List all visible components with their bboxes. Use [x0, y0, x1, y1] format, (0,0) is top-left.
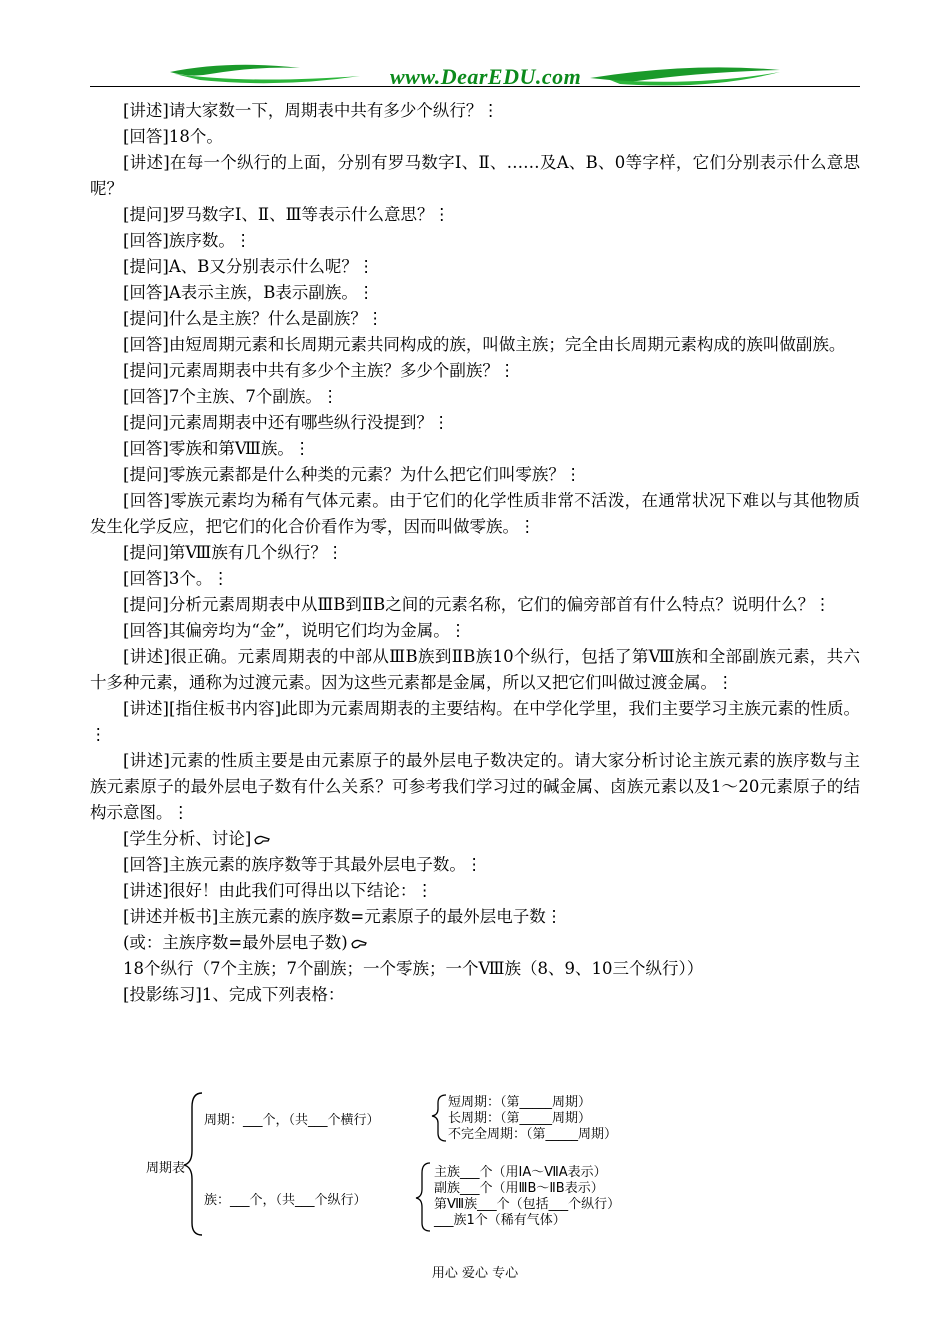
paragraph: [提问]罗马数字Ⅰ、Ⅱ、Ⅲ等表示什么意思？⋮: [123, 205, 451, 224]
paragraph: [提问]元素周期表中还有哪些纵行没提到？⋮: [123, 413, 450, 432]
group-label: 族：___个，（共___个纵行）: [204, 1193, 367, 1208]
paragraph: [提问]分析元素周期表中从ⅢB到ⅡB之间的元素名称，它们的偏旁部首有什么特点？说明什么？⋮: [123, 595, 831, 614]
paragraph: [回答]零族和第Ⅷ族。⋮: [123, 439, 311, 458]
paragraph-with-icon: [90, 826, 860, 852]
sub-group-label: 副族___个（用ⅢB～ⅡB表示）: [434, 1181, 604, 1196]
paragraph: [回答]3个。⋮: [123, 569, 229, 588]
paragraph: [回答]主族元素的族序数等于其最外层电子数。⋮: [123, 855, 483, 874]
long-period-label: 长周期：（第_____周期）: [448, 1111, 592, 1126]
hand-pointer-icon: [351, 938, 367, 950]
paragraph: [回答]7个主族、7个副族。⋮: [123, 387, 339, 406]
periodic-table-structure-diagram: [140, 1085, 700, 1245]
incomplete-period-label: 不完全周期：（第_____周期）: [448, 1127, 618, 1142]
site-header: [90, 58, 860, 94]
paragraph: [回答]零族元素均为稀有气体元素。由于它们的化学性质非常不活泼，在通常状况下难以与其他物质发生化学反应，把它们的化合价看作为零，因而叫做零族。⋮: [90, 491, 860, 536]
paragraph-text: [学生分析、讨论]: [123, 829, 252, 848]
paragraph: [提问]零族元素都是什么种类的元素？为什么把它们叫零族？⋮: [123, 465, 582, 484]
paragraph: [回答]18个。: [123, 127, 223, 146]
paragraph: [提问]第Ⅷ族有几个纵行？⋮: [123, 543, 344, 562]
paragraph: 18个纵行（7个主族；7个副族；一个零族；一个Ⅷ族（8、9、10三个纵行））: [123, 959, 704, 978]
hand-pointer-icon: [254, 834, 270, 846]
period-label: 周期：___个，（共___个横行）: [204, 1113, 380, 1128]
paragraph: [讲述]很好！由此我们可得出以下结论：⋮: [123, 881, 433, 900]
root-label: 周期表: [146, 1161, 186, 1176]
site-logo[interactable]: www.DearEDU.com: [390, 64, 582, 89]
paragraph: [讲述][指住板书内容]此即为元素周期表的主要结构。在中学化学里，我们主要学习主族元素的性质。⋮: [90, 699, 860, 744]
paragraph: [投影练习]1、完成下列表格：: [123, 985, 345, 1004]
document-body: [90, 98, 860, 1008]
page-footer: 用心 爱心 专心: [431, 1266, 519, 1281]
paragraph-text: (或：主族序数=最外层电子数): [123, 933, 348, 952]
paragraph: [回答]族序数。⋮: [123, 231, 252, 250]
main-group-label: 主族___个（用ⅠA～ⅦA表示）: [434, 1165, 607, 1180]
paragraph-with-icon: [90, 930, 860, 956]
paragraph: [提问]元素周期表中共有多少个主族？多少个副族？⋮: [123, 361, 516, 380]
group-eight-label: 第Ⅷ族___个（包括___个纵行）: [434, 1197, 621, 1212]
header-rule: [90, 86, 860, 87]
paragraph: [讲述]元素的性质主要是由元素原子的最外层电子数决定的。请大家分析讨论主族元素的族序数与主族元素原子的最外层电子数有什么关系？可参考我们学习过的碱金属、卤族元素以及1～20元素原子的结构示意图。⋮: [90, 751, 860, 822]
paragraph: [讲述]在每一个纵行的上面，分别有罗马数字Ⅰ、Ⅱ、……及A、B、0等字样，它们分别表示什么意思呢？: [90, 153, 860, 198]
paragraph: [回答]A表示主族，B表示副族。⋮: [123, 283, 375, 302]
paragraph: [讲述]很正确。元素周期表的中部从ⅢB族到ⅡB族10个纵行，包括了第Ⅷ族和全部副族元素，共六十多种元素，通称为过渡元素。因为这些元素都是金属，所以又把它们叫做过渡金属。⋮: [90, 647, 860, 692]
paragraph: [提问]A、B又分别表示什么呢？⋮: [123, 257, 375, 276]
zero-group-label: ___族1个（稀有气体）: [434, 1213, 566, 1228]
short-period-label: 短周期：（第_____周期）: [448, 1095, 592, 1110]
paragraph: [提问]什么是主族？什么是副族？⋮: [123, 309, 384, 328]
paragraph: [回答]其偏旁均为“金”，说明它们均为金属。⋮: [123, 621, 467, 640]
paragraph: [讲述]请大家数一下，周期表中共有多少个纵行？⋮: [123, 101, 499, 120]
paragraph: [讲述并板书]主族元素的族序数=元素原子的最外层电子数⋮: [123, 907, 563, 926]
paragraph: [回答]由短周期元素和长周期元素共同构成的族，叫做主族；完全由长周期元素构成的族叫做副族。: [123, 335, 846, 354]
